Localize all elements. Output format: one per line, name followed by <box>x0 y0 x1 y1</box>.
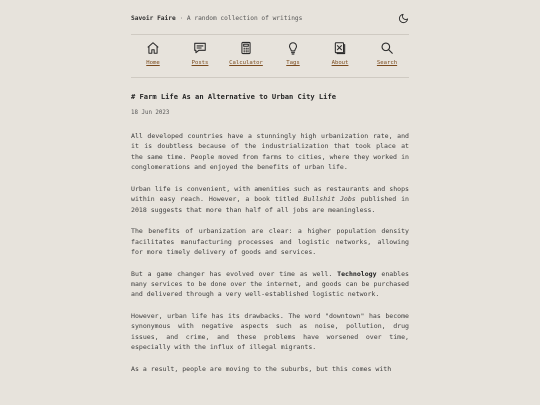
nav-search-label[interactable]: Search <box>376 60 398 66</box>
header-separator: · <box>179 15 184 22</box>
nav-tags[interactable] <box>271 41 315 67</box>
site-title[interactable]: Savoir Faire <box>131 15 176 22</box>
nav-about[interactable] <box>318 41 362 67</box>
paragraph <box>131 269 409 300</box>
posts-icon <box>193 41 207 55</box>
site-tagline: A random collection of writings <box>186 15 303 22</box>
bold-term: Technology <box>337 269 377 278</box>
post-date: 18 Jun 2023 <box>131 110 170 116</box>
text-span: Urban life is convenient, with amenities such as restaurants and shops within easy reach. However, a book titled <box>131 184 409 204</box>
post-title: # Farm Life As an Alternative to Urban City Life <box>131 92 336 101</box>
moon-icon <box>398 13 409 24</box>
book-title: Bullshit Jobs <box>303 195 356 204</box>
nav-home-label[interactable]: Home <box>146 60 160 66</box>
nav-posts-label[interactable]: Posts <box>191 60 209 66</box>
nav-divider <box>131 77 409 78</box>
post-body <box>131 131 409 385</box>
text-span: But a game changer has evolved over time as well. <box>131 269 338 278</box>
nav-calculator-label[interactable]: Calculator <box>229 60 263 66</box>
nav-about-label[interactable]: About <box>331 60 349 66</box>
paragraph <box>131 184 409 215</box>
search-icon <box>380 41 394 55</box>
nav-calculator[interactable] <box>224 41 268 67</box>
calculator-icon <box>239 41 253 55</box>
home-icon <box>146 41 160 55</box>
header-divider <box>131 34 409 35</box>
nav-posts[interactable] <box>178 41 222 67</box>
text-span: published in 2018 suggests that more than half of all jobs are meaningless. <box>131 195 409 214</box>
main-nav <box>131 41 409 71</box>
text-span: enables many services to be done over the internet, and goods can be purchased and delivered through a very well-established logistic network. <box>131 269 409 299</box>
nav-tags-label[interactable]: Tags <box>286 60 300 66</box>
nav-home[interactable] <box>131 41 175 67</box>
about-icon <box>333 41 347 55</box>
nav-search[interactable] <box>365 41 409 67</box>
paragraph: The benefits of urbanization are clear: a higher population density facilitates manufacturing processes and logistic networks, allowing for more timely delivery of goods and services. <box>131 227 409 257</box>
lightbulb-icon <box>286 41 300 55</box>
site-header <box>131 14 409 24</box>
paragraph: As a result, people are moving to the suburbs, but this comes with <box>131 364 392 373</box>
paragraph: All developed countries have a stunningly high urbanization rate, and it is doubtless because of the industrialization that took place at the same time. People moved from farms to cities, where they worked in conglomerations and enjoyed the benefits of urban life. <box>131 132 409 172</box>
theme-toggle-button[interactable] <box>398 13 409 24</box>
paragraph: However, urban life has its drawbacks. The word "downtown" has become synonymous with negative aspects such as noise, pollution, drug issues, and crime, and these problems have worsened over time, especially with the influx of illegal migrants. <box>131 311 409 352</box>
